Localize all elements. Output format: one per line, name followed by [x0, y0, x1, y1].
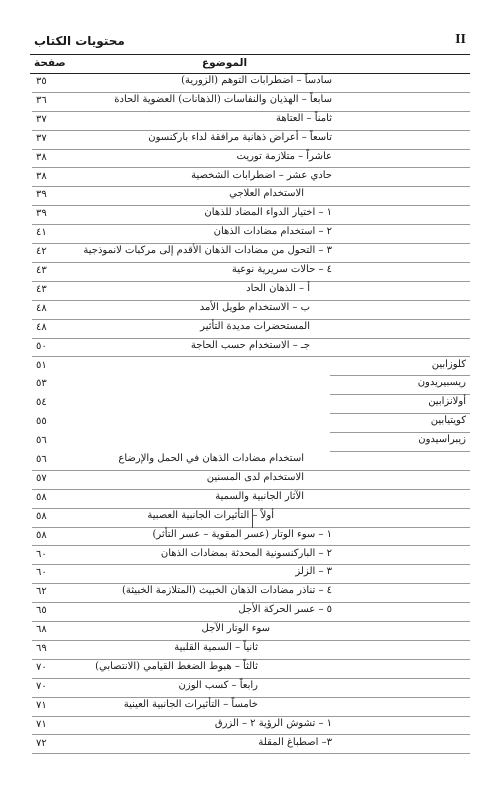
toc-row: [30, 509, 470, 528]
toc-list: [30, 74, 470, 749]
toc-row: [30, 641, 470, 660]
toc-row: [30, 150, 470, 169]
toc-page-number: ٤٣: [36, 283, 47, 295]
toc-row: [30, 282, 470, 301]
toc-page-number: ٧٠: [36, 661, 47, 673]
toc-row: [30, 358, 470, 377]
toc-page-number: ٧٠: [36, 680, 47, 692]
toc-entry-text: حادي عشر – اضطرابات الشخصية: [191, 169, 332, 181]
toc-row: [30, 414, 470, 433]
toc-entry-text: سادساً – اضطرابات التوهم (الزورية): [181, 75, 332, 86]
toc-page-number: ٣٥: [36, 76, 47, 87]
toc-entry-text: أولانزابين: [428, 396, 466, 408]
toc-page-number: ٤٣: [36, 265, 47, 276]
toc-row: [30, 263, 470, 282]
toc-page-number: ٥٨: [36, 529, 47, 541]
toc-row: [30, 339, 470, 358]
toc-row: [30, 376, 470, 395]
toc-row: [30, 622, 470, 641]
toc-row: [30, 395, 470, 414]
toc-row: [30, 433, 470, 452]
toc-entry-text: ب – الاستخدام طويل الأمد: [199, 301, 310, 313]
toc-entry-text: عاشراً – متلازمة توريت: [236, 150, 332, 162]
toc-entry-text: ٣– اصطباغ المقلة: [258, 736, 332, 748]
row-divider: [32, 753, 470, 754]
toc-page-number: ٤٨: [36, 302, 47, 314]
toc-row: [30, 603, 470, 622]
toc-entry-text: الاستخدام لدى المسنين: [206, 471, 304, 483]
page-number: II: [455, 32, 466, 47]
toc-row: [30, 490, 470, 509]
toc-row: [30, 169, 470, 188]
toc-row: [30, 112, 470, 131]
toc-entry-text: ثامناً – العتاهة: [276, 112, 332, 124]
toc-row: [30, 301, 470, 320]
toc-row: [30, 584, 470, 603]
toc-row: [30, 74, 470, 93]
toc-entry-text: رابعاً – كسب الوزن: [178, 679, 258, 691]
toc-entry-text: كلوزابين: [431, 358, 466, 370]
toc-row: [30, 93, 470, 112]
toc-page-number: ٧٢: [36, 737, 47, 749]
toc-entry-text: ١ – سوء الوتار (عسر المقوية – عسر التأثر): [152, 528, 332, 540]
toc-entry-text: ٤ – حالات سريرية نوعية: [231, 264, 332, 275]
toc-row: [30, 679, 470, 698]
topic-column-label: الموضوع: [202, 57, 248, 69]
toc-page-number: ٤١: [36, 227, 47, 239]
page-column-label: صفحة: [34, 57, 66, 69]
toc-row: [30, 565, 470, 584]
toc-page-number: ٦٩: [36, 643, 47, 654]
toc-entry-text: تاسعاً – أعراض ذهانية مرافقة لداء باركنسون: [148, 131, 332, 143]
toc-page-number: ٥٨: [36, 491, 47, 503]
toc-page-number: ٣٩: [36, 189, 47, 201]
toc-page-number: ٥١: [36, 359, 47, 371]
book-contents-title: محتويات الكتاب: [34, 34, 125, 48]
toc-row: [30, 206, 470, 225]
toc-page-number: ٥٦: [36, 435, 47, 447]
toc-page-number: ٣٧: [36, 132, 47, 144]
toc-entry-text: ٤ – تناذر مضادات الذهان الخبيث (المتلازمة الخبيثة): [122, 585, 332, 597]
toc-entry-text: الاستخدام العلاجي: [229, 188, 304, 200]
toc-entry-text: الآثار الجانبية والسمية: [215, 490, 304, 502]
toc-page-number: ٦٠: [36, 548, 47, 560]
toc-row: [30, 736, 470, 755]
toc-page-number: ٣٦: [36, 94, 47, 106]
toc-page-number: ٧١: [36, 699, 47, 711]
toc-entry-text: أ – الذهان الحاد: [246, 282, 310, 294]
section-bracket-line: [252, 509, 253, 528]
toc-page-number: ٦٢: [36, 586, 47, 598]
column-header: [30, 55, 470, 73]
toc-row: [30, 225, 470, 244]
toc-entry-text: ٣ – الزلز: [295, 566, 332, 578]
toc-entry-text: استخدام مضادات الذهان في الحمل والإرضاع: [118, 453, 304, 464]
toc-row: [30, 698, 470, 717]
toc-entry-text: ٢ – الباركنسونية المحدثة بمضادات الذهان: [160, 547, 332, 559]
toc-page-number: ٣٩: [36, 208, 47, 220]
toc-row: [30, 717, 470, 736]
toc-page-number: ٥٨: [36, 510, 47, 522]
toc-page-number: ٦٠: [36, 567, 47, 579]
toc-entry-text: ١ – اختيار الدواء المضاد للذهان: [204, 207, 332, 219]
toc-page-number: ٣٨: [36, 151, 47, 163]
toc-entry-text: ريسبيريدون: [417, 377, 466, 389]
running-head: [30, 34, 470, 54]
toc-page: [30, 32, 470, 749]
toc-page-number: ٤٨: [36, 321, 47, 333]
toc-row: [30, 244, 470, 263]
toc-entry-text: ٣ – التحول من مضادات الذهان الأقدم إلى مركبات لانموذجية: [83, 245, 332, 257]
toc-row: [30, 187, 470, 206]
toc-entry-text: كويتيابين: [430, 415, 466, 427]
toc-entry-text: ٢ – استخدام مضادات الذهان: [213, 226, 332, 238]
toc-entry-text: ٥ – عسر الحركة الأجل: [238, 604, 332, 616]
toc-page-number: ٥٤: [36, 397, 47, 409]
toc-row: [30, 471, 470, 490]
toc-entry-text: ثانياً – السمية القلبية: [174, 642, 258, 653]
toc-page-number: ٤٢: [36, 246, 47, 258]
toc-entry-text: أولاً – التأثيرات الجانبية العصبية: [147, 509, 274, 521]
toc-row: [30, 547, 470, 566]
toc-page-number: ٥٥: [36, 416, 47, 428]
toc-entry-text: سابعاً – الهذيان والنفاسات (الذهانات) العضوية الحادة: [114, 93, 332, 105]
toc-entry-text: المستحضرات مديدة التأثير: [200, 320, 310, 332]
toc-page-number: ٧١: [36, 718, 47, 730]
toc-page-number: ٥٠: [36, 340, 47, 352]
toc-row: [30, 452, 470, 471]
toc-page-number: ٣٧: [36, 113, 47, 125]
toc-page-number: ٦٥: [36, 605, 47, 617]
toc-page-number: ٦٨: [36, 624, 47, 636]
toc-entry-text: خامساً – التأثيرات الجانبية العينية: [123, 698, 258, 710]
toc-entry-text: ثالثاً – هبوط الضغط القيامي (الانتصابي): [95, 660, 258, 672]
toc-row: [30, 660, 470, 679]
toc-page-number: ٥٣: [36, 378, 47, 390]
toc-page-number: ٣٨: [36, 170, 47, 182]
toc-row: [30, 320, 470, 339]
toc-row: [30, 131, 470, 150]
toc-page-number: ٥٦: [36, 454, 47, 465]
toc-page-number: ٥٧: [36, 472, 47, 484]
toc-entry-text: سوء الوتار الآجل: [201, 623, 270, 635]
toc-entry-text: زيبراسيدون: [418, 434, 466, 446]
toc-entry-text: جـ – الاستخدام حسب الحاجة: [190, 339, 310, 351]
toc-row: [30, 528, 470, 547]
toc-entry-text: ١ – تشوش الرؤية ٢ – الزرق: [214, 717, 332, 729]
